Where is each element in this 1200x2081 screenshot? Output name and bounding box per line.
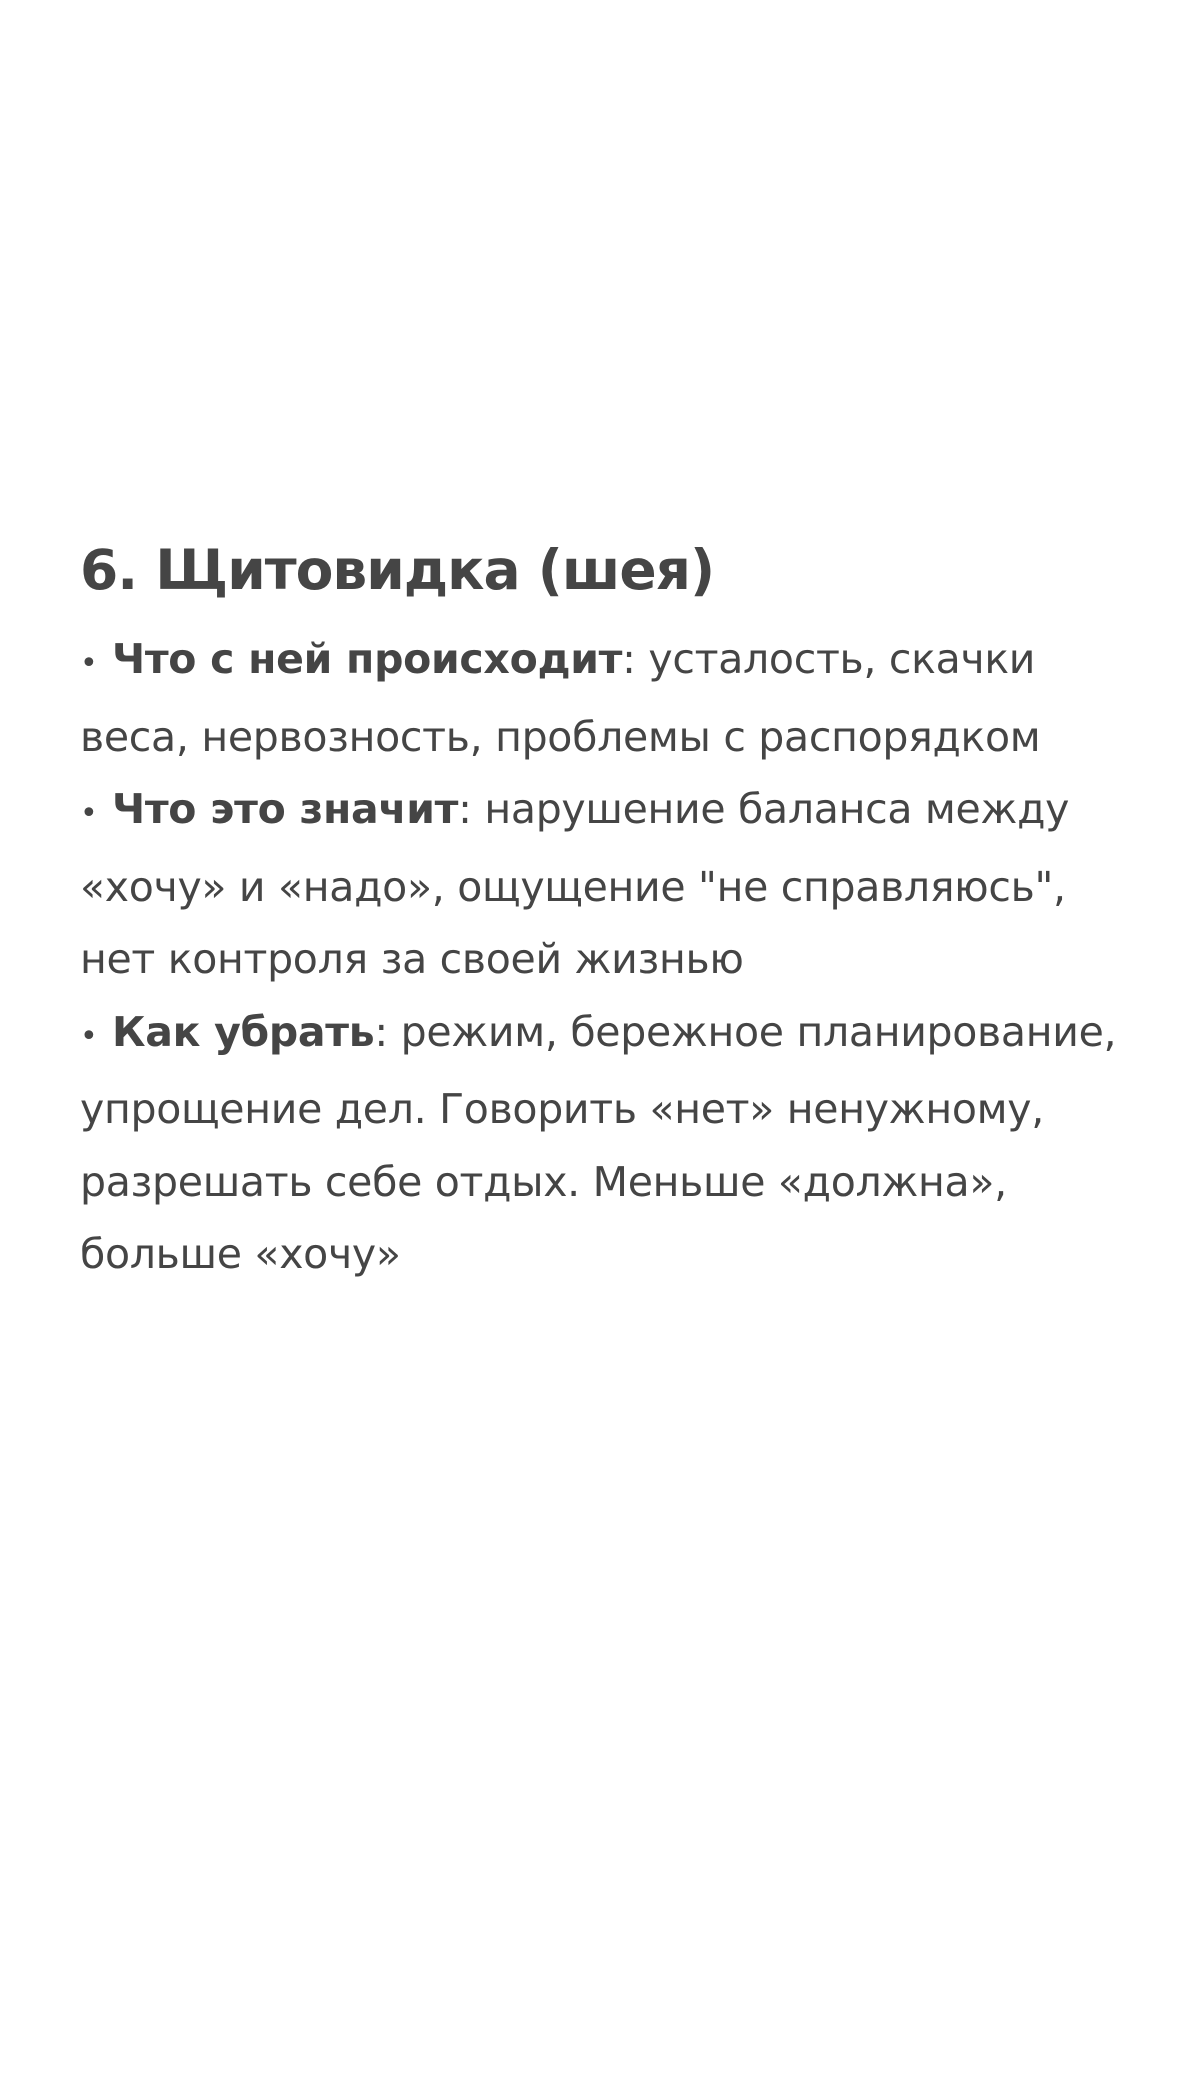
bullet: • — [80, 796, 98, 831]
item-text: усталость, скачки веса, нервозность, проблемы с распорядком — [80, 635, 1041, 761]
item-label: Что с ней происходит — [112, 635, 623, 683]
item-label: Что это значит — [112, 785, 459, 833]
document-content — [80, 525, 1140, 1291]
item-separator: : — [622, 635, 636, 683]
item-separator: : — [374, 1007, 388, 1056]
section-title: 6. Щитовидка (шея) — [80, 538, 715, 602]
list-item-what-it-means — [80, 773, 1140, 996]
section-body — [80, 623, 1140, 1291]
list-item-how-to-remove — [80, 996, 1140, 1291]
list-item-what-happens — [80, 623, 1140, 773]
bullet: • — [80, 646, 98, 681]
item-text: нарушение баланса между «хочу» и «надо», ощущение "не справляюсь", нет контроля за своей жизнью — [80, 785, 1070, 983]
item-text: режим, бережное планирование, упрощение дел. Говорить «нет» ненужному, разрешать себе отдых. Меньше «должна», больше «хочу» — [80, 1007, 1117, 1278]
bullet: • — [80, 1018, 98, 1054]
item-separator: : — [458, 785, 472, 833]
item-label: Как убрать — [112, 1007, 375, 1056]
